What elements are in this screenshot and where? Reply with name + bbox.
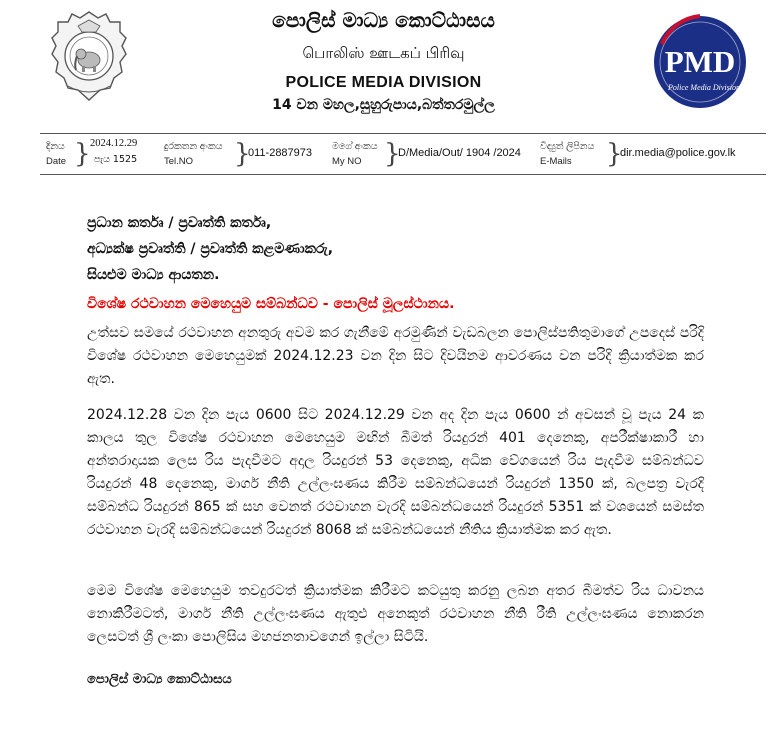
date-label-si: දිනය — [46, 141, 65, 152]
email-value[interactable]: dir.media@police.gov.lk — [620, 147, 736, 159]
info-bar — [40, 133, 766, 175]
addressee-block — [87, 210, 333, 288]
email-label-en: E-Mails — [540, 156, 572, 167]
signature: පොලිස් මාධ්‍ය කොට්ඨාසය — [87, 672, 232, 687]
my-label-en: My NO — [332, 156, 362, 167]
my-label-si: මගේ අංකය — [332, 141, 378, 152]
date-label — [46, 139, 66, 169]
paragraph-2: 2024.12.28 වන දින පැය 0600 සිට 2024.12.29 වන අද දින පැය 0600 න් අවසන් වූ පැය 24 ක කාලය තුල විශේෂ රථවාහන මෙහෙයුම මඟින් බීමත් රියදුරන් 401 දෙනෙකු, අපරීක්ෂාකාරී හා අන්තරාදායක ලෙස රිය පැදවීමට අදාල රියදුරන් 53 දෙනෙකු, අධික වේගයෙන් රිය පැදවීම සම්බන්ධව රියදුරන් 48 දෙනෙකු, මාර්ග නීති උල්ලංඝණය කිරීම සම්බන්ධයෙන් රියදුරන් 1350 ක්, බලපත්‍ර වැරදි සම්බන්ධ රියදුරන් 865 ක් සහ වෙනත් රථවාහන වැරදි සම්බන්ධයෙන් රියදුරන් 5351 ක් වශයෙන් සමස්ත රථවාහන වැරදි සම්බන්ධයෙන් රියදුරන් 8068 ක් සම්බන්ධයෙන් නීතිය ක්‍රියාත්මක කර ඇත. — [87, 407, 704, 538]
brace-icon: } — [234, 139, 251, 169]
my-no-value: D/Media/Out/ 1904 /2024 — [398, 147, 521, 159]
pmd-ring-text: Police Media Division — [668, 83, 740, 92]
tel-label — [164, 139, 223, 169]
header-title-english: POLICE MEDIA DIVISION — [285, 74, 482, 91]
brace-icon: } — [74, 139, 91, 169]
addressee-line: සියළුම මාධ්‍ය ආයතන. — [87, 267, 220, 283]
addressee-line: අධ්‍යක්ෂ ප්‍රවෘත්ති / ප්‍රවෘත්ති කළමණාකරු, — [87, 241, 334, 257]
date-label-en: Date — [46, 156, 67, 167]
pmd-logo-text: PMD — [664, 44, 736, 79]
tel-label-en: Tel.NO — [164, 156, 194, 167]
paragraph-1: උත්සව සමයේ රථවාහන අනතුරු අවම කර ගැනීමේ අරමුණින් වැඩබලන පොලිස්පතිතුමාගේ උපදෙස් පරිදි විශේෂ රථවාහන මෙහෙයුමක් 2024.12.23 වන දින සිට දිවයිනම ආවරණය වන පරිදි ක්‍රියාත්මක කර ඇත. — [87, 325, 704, 387]
date-value: 2024.12.29 — [90, 138, 138, 149]
tel-label-si: දුරකතන අංකය — [164, 141, 223, 152]
brace-icon: } — [384, 139, 401, 169]
addressee-line: ප්‍රධාන කර්තෘ / ප්‍රවෘත්ති කර්තෘ, — [87, 215, 272, 231]
header-address: 14 වන මහල,සුහුරුපාය,බත්තරමුල්ල — [272, 97, 495, 113]
tel-value: 011-2887973 — [248, 147, 313, 159]
time-value: පැය 1525 — [94, 154, 138, 165]
header-title-tamil: பொலிஸ் ஊடகப் பிரிவு — [302, 44, 465, 62]
header-title-sinhala: පොලිස් මාධ්‍ය කොට්ඨාසය — [272, 8, 495, 32]
my-no-label — [332, 139, 378, 169]
email-label-si: විද්‍යුත් ලිපිනය — [540, 141, 595, 152]
brace-icon: } — [606, 139, 623, 169]
subject-heading: විශේෂ රථවාහන මෙහෙයුම සම්බන්ධව - පොලිස් මූලස්ථානය. — [87, 296, 455, 312]
paragraph-3: මෙම විශේෂ මෙහෙයුම තවදුරටත් ක්‍රියාත්මක කිරීමට කටයුතු කරනු ලබන අතර බීමත්ව රිය ධාවනය නොකිරීමටත්, මාර්ග නීති උල්ලංඝණය ඇතුළු අනෙකුත් රථවාහන නීති රීති උල්ලංඝණය නොකරන ලෙසටත් ශ්‍රී ලංකා පොලිසිය මහජනතාවගෙන් ඉල්ලා සිටියි. — [87, 583, 704, 645]
email-label — [540, 139, 594, 169]
